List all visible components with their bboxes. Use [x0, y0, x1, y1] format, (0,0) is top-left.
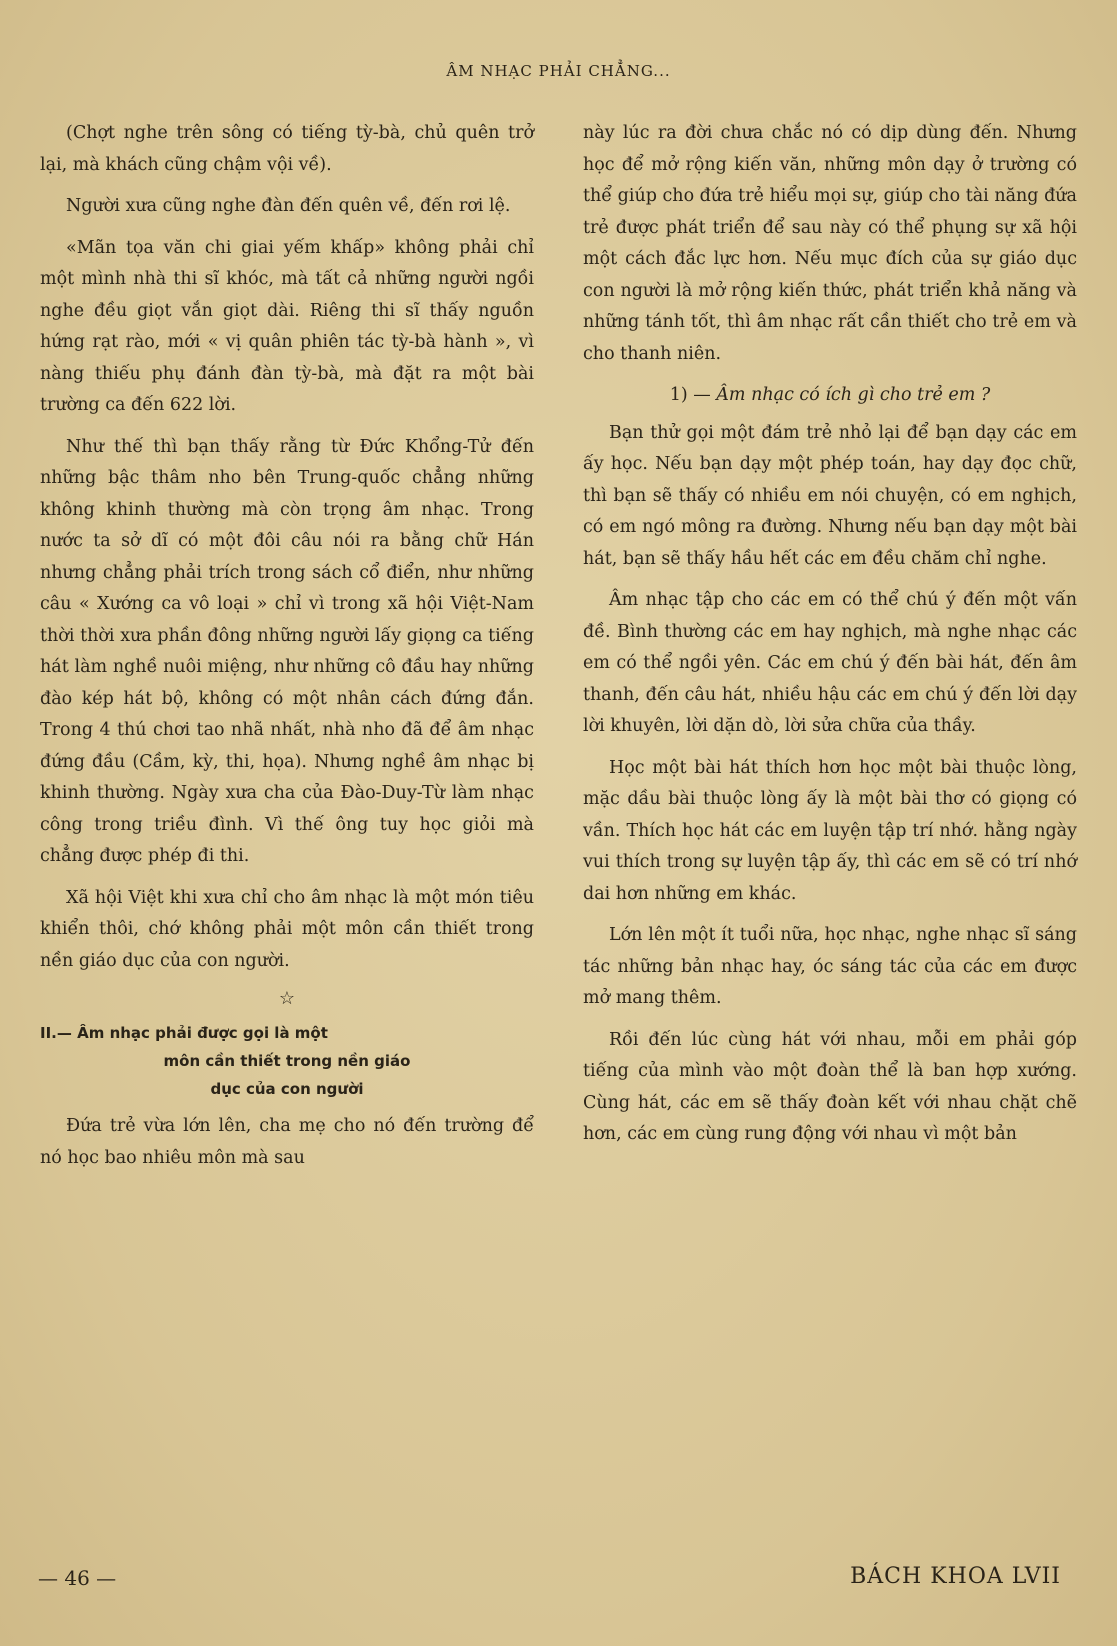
paragraph: Lớn lên một ít tuổi nữa, học nhạc, nghe nhạc sĩ sáng tác những bản nhạc hay, óc sáng tác của các em được mở mang thêm. [583, 925, 1077, 1008]
subsection-number: 1) — [669, 385, 711, 405]
section-heading-line: dục của con người [210, 1080, 364, 1098]
paragraph: này lúc ra đời chưa chắc nó có dịp dùng đến. Nhưng học để mở rộng kiến văn, những môn dạy ở trường có thể giúp cho đứa trẻ hiểu mọi sự, giúp cho tài năng đứa trẻ được phát triển để sau này có thể phụng sự xã hội một cách đắc lực hơn. Nếu mục đích của sự giáo dục con người là mở rộng kiến thức, phát triển khả năng và những tánh tốt, thì âm nhạc rất cần thiết cho trẻ em và cho thanh niên. [583, 123, 1077, 364]
paragraph: Bạn thử gọi một đám trẻ nhỏ lại để bạn dạy các em ấy học. Nếu bạn dạy một phép toán, hay dạy đọc chữ, thì bạn sẽ thấy có nhiều em nói chuyện, có em nghịch, có em ngó mông ra đường. Nhưng nếu bạn dạy một bài hát, bạn sẽ thấy hầu hết các em đều chăm chỉ nghe. [583, 422, 1077, 569]
subsection-title: Âm nhạc có ích gì cho trẻ em ? [716, 385, 991, 405]
section-number: II.— [40, 1024, 72, 1042]
paragraph: Âm nhạc tập cho các em có thể chú ý đến một vấn đề. Bình thường các em hay nghịch, mà nghe nhạc các em có thể ngồi yên. Các em chú ý đến bài hát, đến âm thanh, đến câu hát, nhiều hậu các em chú ý đến lời dạy lời khuyên, lời dặn dò, lời sửa chữa của thầy. [583, 590, 1077, 736]
section-divider: ☆ [278, 988, 296, 1009]
paragraph: Đứa trẻ vừa lớn lên, cha mẹ cho nó đến trường để nó học bao nhiêu môn mà sau [40, 1116, 534, 1168]
section-heading-line: Âm nhạc phải được gọi là một [77, 1024, 328, 1042]
running-head: ÂM NHẠC PHẢI CHẲNG... [446, 62, 671, 80]
paragraph: Như thế thì bạn thấy rằng từ Đức Khổng-Tử đến những bậc thâm nho bên Trung-quốc chẳng những không khinh thường mà còn trọng âm nhạc. Trong nước ta sở dĩ có một đôi câu nói ra bằng chữ Hán nhưng chẳng phải trích trong sách cổ điển, như những câu « Xướng ca vô loại » chỉ vì trong xã hội Việt-Nam thời thời xưa phần đông những người lấy giọng ca tiếng hát làm nghề nuôi miệng, như những cô đầu hay những đào kép hát bộ, không có một nhân cách đứng đắn. Trong 4 thú chơi tao nhã nhất, nhà nho đã để âm nhạc đứng đầu (Cầm, kỳ, thi, họa). Nhưng nghề âm nhạc bị khinh thường. Ngày xưa cha của Đào-Duy-Từ làm nhạc công trong triều đình. Vì thế ông tuy học giỏi mà chẳng được phép đi thi. [40, 436, 534, 866]
paragraph: (Chợt nghe trên sông có tiếng tỳ-bà, chủ quên trở lại, mà khách cũng chậm vội về). [40, 123, 534, 175]
right-column [583, 118, 1077, 1161]
journal-name: BÁCH KHOA LVII [850, 1564, 1061, 1589]
paragraph: «Mãn tọa văn chi giai yếm khấp» không phải chỉ một mình nhà thi sĩ khóc, mà tất cả những người ngồi nghe đều giọt vắn giọt dài. Riêng thi sĩ thấy nguồn hứng rạt rào, mới « vị quân phiên tác tỳ-bà hành », vì nàng thiếu phụ đánh đàn tỳ-bà, mà đặt ra một bài trường ca đến 622 lời. [40, 237, 534, 415]
page-number: — 46 — [38, 1566, 117, 1590]
left-column [40, 118, 534, 1184]
paragraph: Rồi đến lúc cùng hát với nhau, mỗi em phải góp tiếng của mình vào một đoàn thể là ban hợp xướng. Cùng hát, các em sẽ thấy đoàn kết với nhau chặt chẽ hơn, các em cùng rung động với nhau vì một bản [583, 1029, 1077, 1144]
subsection-heading [583, 380, 1077, 412]
section-heading-line: môn cần thiết trong nền giáo [163, 1052, 411, 1070]
paragraph: Người xưa cũng nghe đàn đến quên về, đến rơi lệ. [66, 196, 511, 216]
section-heading [40, 1019, 534, 1103]
paragraph: Học một bài hát thích hơn học một bài thuộc lòng, mặc dầu bài thuộc lòng ấy là một bài thơ có giọng có vần. Thích học hát các em luyện tập trí nhớ. hằng ngày vui thích trong sự luyện tập ấy, thì các em sẽ có trí nhớ dai hơn những em khác. [583, 757, 1077, 904]
paragraph: Xã hội Việt khi xưa chỉ cho âm nhạc là một món tiêu khiển thôi, chớ không phải một môn cần thiết trong nền giáo dục của con người. [40, 887, 534, 971]
